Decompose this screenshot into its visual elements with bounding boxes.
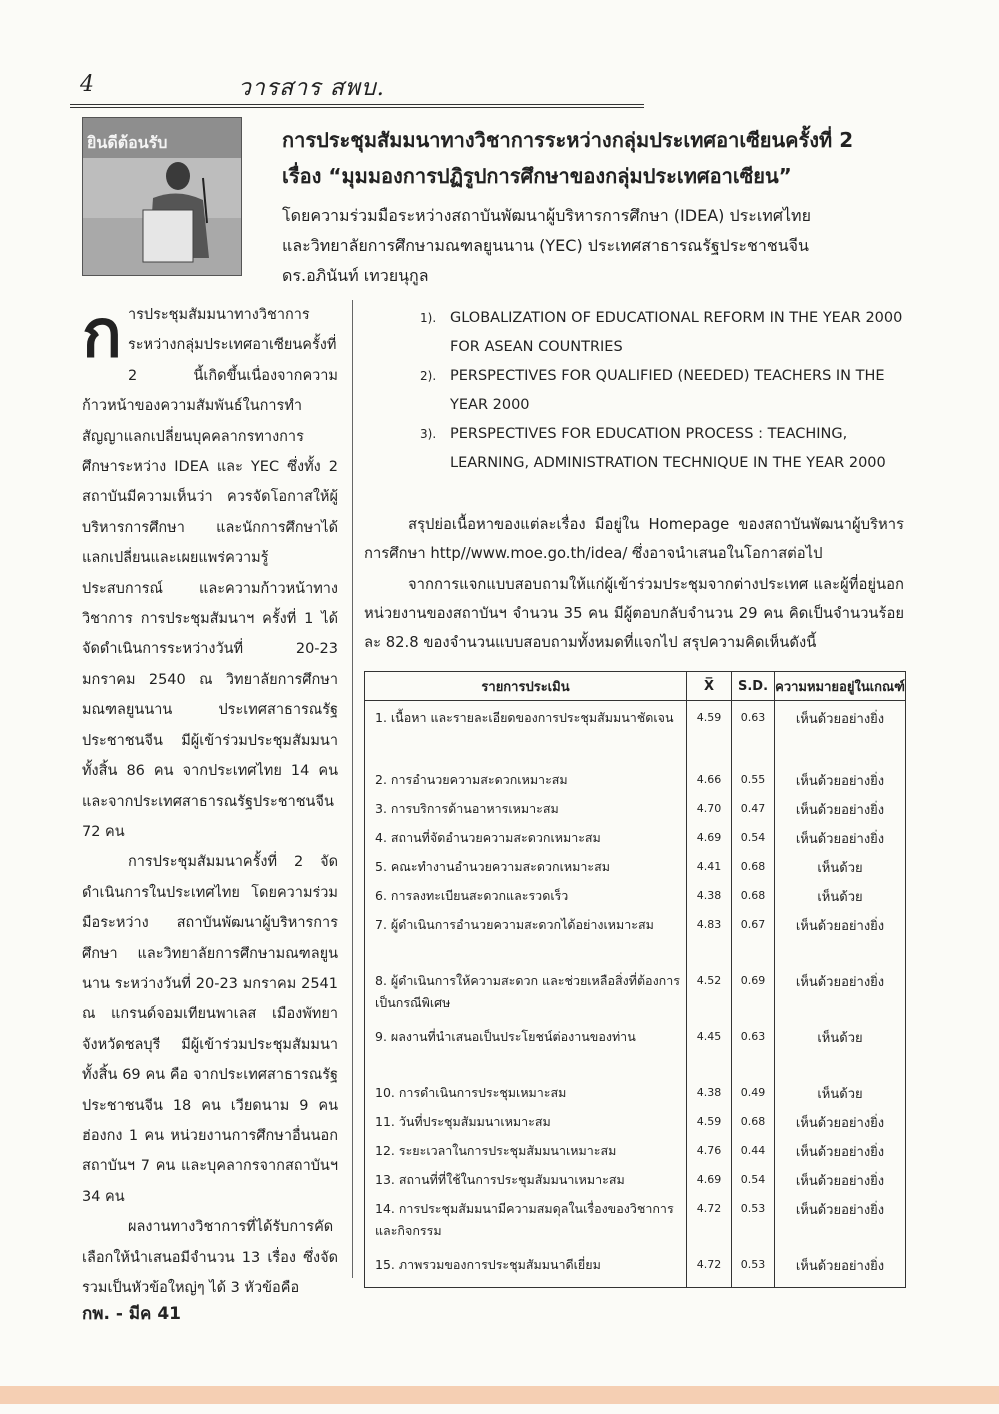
row-item: 8. ผู้ดำเนินการให้ความสะดวก และช่วยเหลือสิ่งที่ต้องการเป็นกรณีพิเศษ (365, 964, 687, 1020)
row-sd: 0.44 (732, 1134, 775, 1163)
topic-number: 1). (420, 311, 437, 325)
row-sd: 0.53 (732, 1248, 775, 1288)
row-meaning: เห็นด้วยอย่างยิ่ง (775, 1192, 906, 1248)
row-meaning: เห็นด้วยอย่างยิ่ง (775, 1248, 906, 1288)
row-item: 5. คณะทำงานอำนวยความสะดวกเหมาะสม (365, 850, 687, 879)
topic-item (420, 420, 904, 478)
row-item: 11. วันที่ประชุมสัมมนาเหมาะสม (365, 1105, 687, 1134)
table-row (365, 1163, 906, 1192)
table-row (365, 1248, 906, 1288)
row-item: 1. เนื้อหา และรายละเอียดของการประชุมสัมมนาชัดเจน (365, 701, 687, 763)
survey-paragraph: จากการแจกแบบสอบถามให้แก่ผู้เข้าร่วมประชุมจากต่างประเทศ และผู้ที่อยู่นอกหน่วยงานของสถาบันฯ จำนวน 35 คน มีผู้ตอบกลับจำนวน 29 คน คิดเป็นจำนวนร้อยละ 82.8 ของจำนวนแบบสอบถามทั้งหมดที่แจกไป สรุปความคิดเห็นดังนี้ (364, 576, 904, 651)
article-photo (82, 117, 242, 276)
table-row (365, 1134, 906, 1163)
article-byline1: โดยความร่วมมือระหว่างสถาบันพัฒนาผู้บริหารการศึกษา (IDEA) ประเทศไทย (282, 206, 811, 225)
row-sd: 0.68 (732, 879, 775, 908)
topic-text: PERSPECTIVES FOR QUALIFIED (NEEDED) TEACHERS IN THE YEAR 2000 (450, 368, 885, 413)
row-sd: 0.68 (732, 1105, 775, 1134)
header-rule (70, 104, 644, 108)
row-item: 10. การดำเนินการประชุมเหมาะสม (365, 1076, 687, 1105)
page-number: 4 (80, 72, 94, 97)
topic-item (420, 304, 904, 362)
row-meaning: เห็นด้วยอย่างยิ่ง (775, 1163, 906, 1192)
welcome-banner-text: ยินดีต้อนรับ (87, 133, 168, 152)
row-sd: 0.54 (732, 821, 775, 850)
row-mean: 4.45 (687, 1020, 732, 1076)
row-meaning: เห็นด้วยอย่างยิ่ง (775, 964, 906, 1020)
table-row (365, 1076, 906, 1105)
table-row (365, 1192, 906, 1248)
row-item: 2. การอำนวยความสะดวกเหมาะสม (365, 763, 687, 792)
row-sd: 0.68 (732, 850, 775, 879)
article-author: ดร.อภินันท์ เทวยนุกูล (282, 266, 429, 285)
row-meaning: เห็นด้วยอย่างยิ่ง (775, 1134, 906, 1163)
row-mean: 4.38 (687, 879, 732, 908)
row-item: 4. สถานที่จัดอำนวยความสะดวกเหมาะสม (365, 821, 687, 850)
row-sd: 0.63 (732, 701, 775, 763)
evaluation-table (364, 671, 906, 1288)
summary-paragraph: สรุปย่อเนื้อหาของแต่ละเรื่อง มีอยู่ใน Homepage ของสถาบันพัฒนาผู้บริหารการศึกษา http//www.moe.go.th/idea/ ซึ่งอาจนำเสนอในโอกาสต่อไป (364, 516, 904, 562)
row-sd: 0.55 (732, 763, 775, 792)
topic-text: GLOBALIZATION OF EDUCATIONAL REFORM IN THE YEAR 2000 FOR ASEAN COUNTRIES (450, 310, 903, 355)
topic-number: 3). (420, 427, 437, 441)
header-mean: X̅ (687, 672, 732, 701)
speaker-photo-image (83, 118, 241, 275)
row-item: 14. การประชุมสัมมนามีความสมดุลในเรื่องของวิชาการ และกิจกรรม (365, 1192, 687, 1248)
journal-name: วารสาร สพบ. (238, 75, 385, 101)
left-paragraph-1-text: ารประชุมสัมมนาทางวิชาการระหว่างกลุ่มประเทศอาเซียนครั้งที่ 2 นี้เกิดขึ้นเนื่องจากความก้าวหน้าของความสัมพันธ์ในการทำสัญญาแลกเปลี่ยนบุคคลากรทางการศึกษาระหว่าง IDEA และ YEC ซึ่งทั้ง 2 สถาบันมีความเห็นว่า ควรจัดโอกาสให้ผู้บริหารการศึกษา และนักการศึกษาได้แลกเปลี่ยนและเผยแพร่ความรู้ ประสบการณ์ และความก้าวหน้าทางวิชาการ การประชุมสัมนาฯ ครั้งที่ 1 ได้จัดดำเนินการระหว่างวันที่ 20-23 มกราคม 2540 ณ วิทยาลัยการศึกษามณฑลยูนนาน ประเทศสาธารณรัฐประชาชนจีน มีผู้เข้าร่วมประชุมสัมมนาทั้งสิ้น 86 คน จากประเทศไทย 14 คน และจากประเทศสาธารณรัฐประชาชนจีน 72 คน (82, 307, 338, 840)
article-byline2: และวิทยาลัยการศึกษามณฑลยูนนาน (YEC) ประเทศสาธารณรัฐประชาชนจีน (282, 236, 809, 255)
row-meaning: เห็นด้วย (775, 1076, 906, 1105)
topic-list (420, 304, 904, 478)
row-sd: 0.67 (732, 908, 775, 964)
table-row (365, 908, 906, 964)
issue-footer: กพ. - มีค 41 (82, 1304, 182, 1324)
topic-number: 2). (420, 369, 437, 383)
topic-text: PERSPECTIVES FOR EDUCATION PROCESS : TEACHING, LEARNING, ADMINISTRATION TECHNIQUE IN THE YEAR 2000 (450, 426, 886, 471)
header-sd: S.D. (732, 672, 775, 701)
table-row (365, 1020, 906, 1076)
row-mean: 4.76 (687, 1134, 732, 1163)
article-title-line1: การประชุมสัมมนาทางวิชาการระหว่างกลุ่มประเทศอาเซียนครั้งที่ 2 (282, 128, 854, 152)
row-item: 7. ผู้ดำเนินการอำนวยความสะดวกได้อย่างเหมาะสม (365, 908, 687, 964)
row-mean: 4.72 (687, 1248, 732, 1288)
row-mean: 4.83 (687, 908, 732, 964)
row-mean: 4.69 (687, 821, 732, 850)
table-row (365, 701, 906, 763)
table-row (365, 879, 906, 908)
row-sd: 0.63 (732, 1020, 775, 1076)
topic-item (420, 362, 904, 420)
table-row (365, 964, 906, 1020)
row-meaning: เห็นด้วยอย่างยิ่ง (775, 701, 906, 763)
row-sd: 0.54 (732, 1163, 775, 1192)
row-sd: 0.53 (732, 1192, 775, 1248)
table-row (365, 821, 906, 850)
left-column-text (82, 294, 338, 1303)
row-meaning: เห็นด้วยอย่างยิ่ง (775, 1105, 906, 1134)
row-mean: 4.59 (687, 1105, 732, 1134)
row-mean: 4.66 (687, 763, 732, 792)
row-sd: 0.49 (732, 1076, 775, 1105)
article-title-line2: เรื่อง “มุมมองการปฏิรูปการศึกษาของกลุ่มประเทศอาเซียน” (282, 164, 792, 188)
row-item: 6. การลงทะเบียนสะดวกและรวดเร็ว (365, 879, 687, 908)
row-mean: 4.70 (687, 792, 732, 821)
row-item: 13. สถานที่ที่ใช้ในการประชุมสัมมนาเหมาะสม (365, 1163, 687, 1192)
row-meaning: เห็นด้วยอย่างยิ่ง (775, 792, 906, 821)
row-mean: 4.72 (687, 1192, 732, 1248)
row-mean: 4.41 (687, 850, 732, 879)
header-meaning: ความหมายอยู่ในเกณฑ์ (775, 672, 906, 701)
table-row (365, 792, 906, 821)
row-mean: 4.38 (687, 1076, 732, 1105)
row-mean: 4.59 (687, 701, 732, 763)
row-mean: 4.52 (687, 964, 732, 1020)
row-meaning: เห็นด้วยอย่างยิ่ง (775, 821, 906, 850)
bottom-color-band (0, 1386, 999, 1404)
column-divider (352, 300, 353, 1278)
row-meaning: เห็นด้วย (775, 850, 906, 879)
drop-cap: ก (82, 294, 122, 372)
table-header-row (365, 672, 906, 701)
row-item: 15. ภาพรวมของการประชุมสัมมนาดีเยี่ยม (365, 1248, 687, 1288)
row-mean: 4.69 (687, 1163, 732, 1192)
row-meaning: เห็นด้วย (775, 879, 906, 908)
row-meaning: เห็นด้วย (775, 1020, 906, 1076)
table-row (365, 850, 906, 879)
row-item: 9. ผลงานที่นำเสนอเป็นประโยชน์ต่องานของท่าน (365, 1020, 687, 1076)
row-meaning: เห็นด้วยอย่างยิ่ง (775, 908, 906, 964)
row-meaning: เห็นด้วยอย่างยิ่ง (775, 763, 906, 792)
left-paragraph-3: ผลงานทางวิชาการที่ได้รับการคัดเลือกให้นำเสนอมีจำนวน 13 เรื่อง ซึ่งจัดรวมเป็นหัวข้อใหญ่ๆ ได้ 3 หัวข้อคือ (82, 1219, 338, 1296)
row-sd: 0.69 (732, 964, 775, 1020)
row-item: 12. ระยะเวลาในการประชุมสัมมนาเหมาะสม (365, 1134, 687, 1163)
table-row (365, 1105, 906, 1134)
row-sd: 0.47 (732, 792, 775, 821)
header-item: รายการประเมิน (365, 672, 687, 701)
left-paragraph-2: การประชุมสัมมนาครั้งที่ 2 จัดดำเนินการในประเทศไทย โดยความร่วมมือระหว่าง สถาบันพัฒนาผู้บริหารการศึกษา และวิทยาลัยการศึกษามณฑลยูนนาน ระหว่างวันที่ 20-23 มกราคม 2541 ณ แกรนด์จอมเทียนพาเลส เมืองพัทยา จังหวัดชลบุรี มีผู้เข้าร่วมประชุมสัมมนาทั้งสิ้น 69 คน คือ จากประเทศสาธารณรัฐประชาชนจีน 18 คน เวียดนาม 9 คน ฮ่องกง 1 คน หน่วยงานการศึกษาอื่นนอกสถาบันฯ 7 คน และบุคลากรจากสถาบันฯ 34 คน (82, 854, 338, 1205)
row-item: 3. การบริการด้านอาหารเหมาะสม (365, 792, 687, 821)
left-paragraph-1 (82, 294, 338, 847)
table-row (365, 763, 906, 792)
